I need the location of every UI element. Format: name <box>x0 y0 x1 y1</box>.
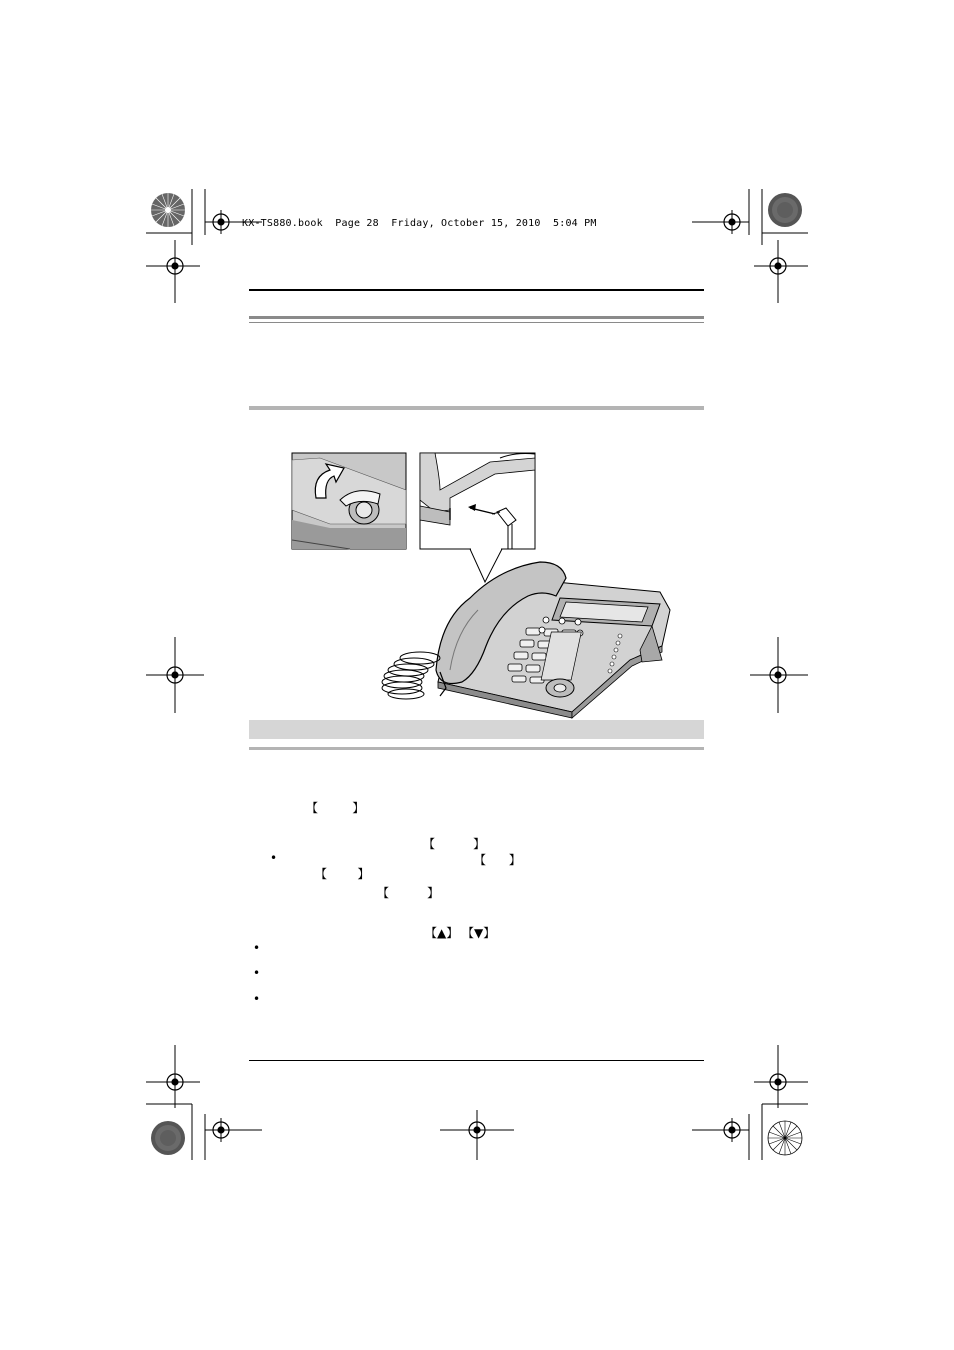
note-bullet-2: • <box>253 966 261 980</box>
step2-key-brackets: 【 】 <box>423 837 486 851</box>
step2-sub-key-brackets: 【 】 <box>474 853 521 867</box>
print-slug: KX-TS880.book Page 28 Friday, October 15, 2010 5:04 PM <box>242 218 597 229</box>
top-rule <box>249 289 704 291</box>
headset-jack-illustration <box>290 450 690 725</box>
inset-headset-plug <box>420 453 535 549</box>
subsection-rule <box>249 406 704 410</box>
inset-jack-cover <box>292 453 406 549</box>
note-bullet-1: • <box>253 941 261 955</box>
halftone-disc-bottom-left <box>148 1118 188 1158</box>
section-double-rule <box>249 316 704 319</box>
step-header-bar <box>249 720 704 739</box>
section-double-rule-thin <box>249 322 704 323</box>
navigator-keys: 【▲】 【▼】 <box>425 926 496 940</box>
step-header-rule <box>249 747 704 750</box>
step2-bullet: • <box>270 851 278 865</box>
step2-sub2-key-brackets: 【 】 <box>315 867 370 881</box>
step1-key-brackets: 【 】 <box>306 801 365 815</box>
note-bullet-3: • <box>253 992 261 1006</box>
starburst-mark-top-left <box>148 190 188 230</box>
halftone-disc-top-right <box>765 190 805 230</box>
footer-rule <box>249 1060 704 1061</box>
desk-phone <box>382 562 670 718</box>
starburst-mark-bottom-right <box>765 1118 805 1158</box>
step3-key-brackets: 【 】 <box>377 886 440 900</box>
